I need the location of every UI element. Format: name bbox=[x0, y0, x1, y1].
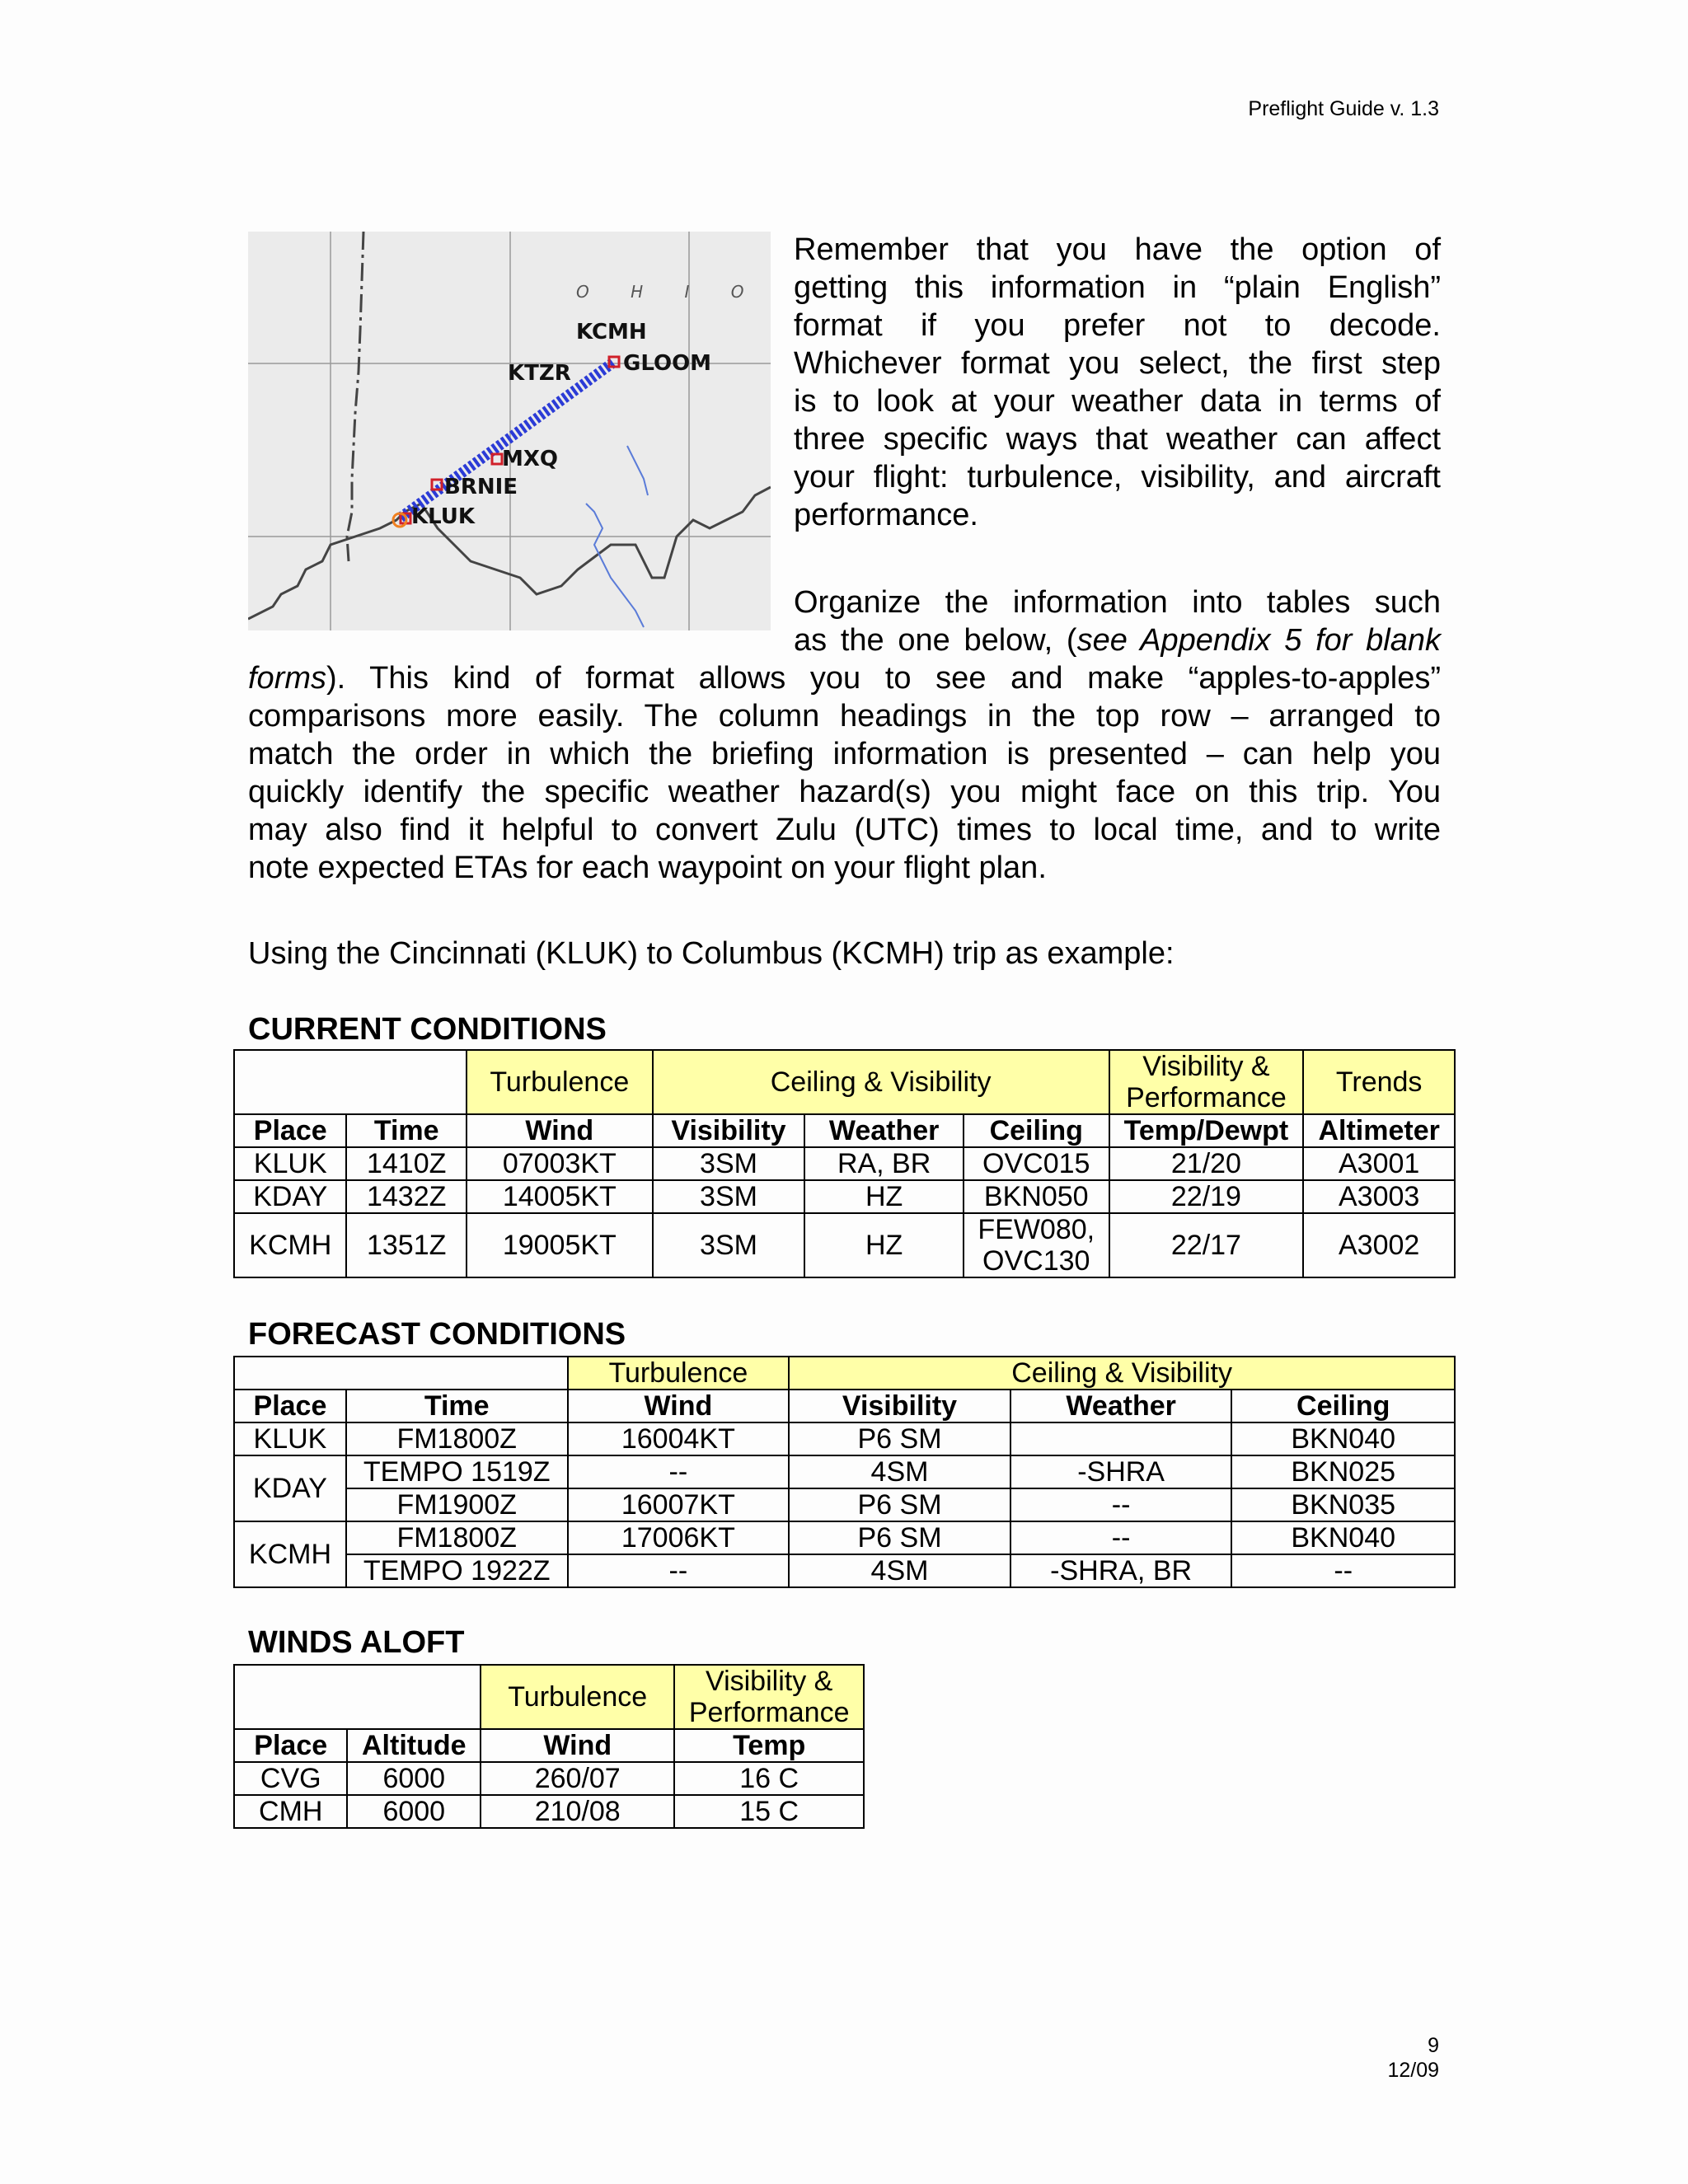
table-cell: 16 C bbox=[674, 1762, 864, 1795]
table-cell: FM1800Z bbox=[346, 1521, 568, 1554]
section-title-winds: WINDS ALOFT bbox=[248, 1625, 465, 1660]
page-header: Preflight Guide v. 1.3 bbox=[1248, 97, 1439, 120]
column-header: Visibility bbox=[653, 1114, 805, 1147]
table-cell: BKN040 bbox=[1231, 1521, 1455, 1554]
table-cell: 15 C bbox=[674, 1795, 864, 1828]
column-header: Ceiling bbox=[964, 1114, 1109, 1147]
example-intro: Using the Cincinnati (KLUK) to Columbus (KCMH) trip as example: bbox=[248, 936, 1175, 971]
paragraph-organize-top bbox=[794, 583, 1441, 659]
column-header: Ceiling bbox=[1231, 1390, 1455, 1422]
table-cell: FM1800Z bbox=[346, 1422, 568, 1455]
table-cell: A3003 bbox=[1303, 1180, 1455, 1213]
route-map bbox=[248, 232, 771, 630]
table-cell: BKN050 bbox=[964, 1180, 1109, 1213]
column-header: Time bbox=[346, 1390, 568, 1422]
text-line: Whichever format you select, the first step bbox=[794, 346, 1441, 381]
table-row bbox=[234, 1554, 1455, 1587]
page-date: 12/09 bbox=[1387, 2059, 1439, 2082]
text-line: three specific ways that weather can affect bbox=[794, 422, 1441, 457]
column-header: Place bbox=[234, 1729, 347, 1762]
table-row bbox=[234, 1213, 1455, 1277]
table-cell: 19005KT bbox=[467, 1213, 653, 1277]
group-ceiling-visibility: Ceiling & Visibility bbox=[653, 1050, 1109, 1114]
text-line: your flight: turbulence, visibility, and aircraft bbox=[794, 460, 1441, 494]
text-line: may also find it helpful to convert Zulu (UTC) times to local time, and to write bbox=[248, 813, 1441, 847]
text-line: forms). This kind of format allows you to see and make “apples-to-apples” bbox=[248, 661, 1441, 696]
text-line: format if you prefer not to decode. bbox=[794, 308, 1441, 343]
column-header: Temp/Dewpt bbox=[1109, 1114, 1304, 1147]
text-line: Remember that you have the option of bbox=[794, 232, 1441, 267]
map-label-brnie: BRNIE bbox=[444, 475, 518, 499]
table-row bbox=[234, 1521, 1455, 1554]
table-row bbox=[234, 1762, 864, 1795]
table-cell bbox=[1010, 1422, 1232, 1455]
table-cell: P6 SM bbox=[789, 1521, 1010, 1554]
table-cell: P6 SM bbox=[789, 1488, 1010, 1521]
table-cell: 21/20 bbox=[1109, 1147, 1304, 1180]
group-visibility-performance: Visibility & Performance bbox=[1109, 1050, 1304, 1114]
table-cell: HZ bbox=[804, 1180, 964, 1213]
map-label-kcmh: KCMH bbox=[576, 320, 647, 344]
column-header: Wind bbox=[481, 1729, 674, 1762]
table-cell: TEMPO 1922Z bbox=[346, 1554, 568, 1587]
column-header: Wind bbox=[568, 1390, 790, 1422]
table-cell: 260/07 bbox=[481, 1762, 674, 1795]
table-cell: -- bbox=[1231, 1554, 1455, 1587]
column-header: Weather bbox=[804, 1114, 964, 1147]
text-line: getting this information in “plain English” bbox=[794, 270, 1441, 305]
table-row bbox=[234, 1488, 1455, 1521]
text-line: quickly identify the specific weather hazard(s) you might face on this trip. You bbox=[248, 775, 1441, 809]
table-cell: BKN040 bbox=[1231, 1422, 1455, 1455]
table-cell: -SHRA bbox=[1010, 1455, 1232, 1488]
map-label-gloom: GLOOM bbox=[623, 351, 712, 376]
table-cell: 17006KT bbox=[568, 1521, 790, 1554]
table-cell: CMH bbox=[234, 1795, 347, 1828]
table-row bbox=[234, 1455, 1455, 1488]
group-turbulence: Turbulence bbox=[568, 1357, 790, 1390]
group-ceiling-visibility: Ceiling & Visibility bbox=[789, 1357, 1455, 1390]
table-cell: KCMH bbox=[234, 1213, 346, 1277]
table-cell: 16007KT bbox=[568, 1488, 790, 1521]
group-trends: Trends bbox=[1303, 1050, 1455, 1114]
map-label-ktzr: KTZR bbox=[508, 361, 571, 386]
table-cell: -- bbox=[1010, 1488, 1232, 1521]
map-label-kluk: KLUK bbox=[411, 504, 476, 529]
table-cell: 14005KT bbox=[467, 1180, 653, 1213]
group-turbulence: Turbulence bbox=[467, 1050, 653, 1114]
table-cell: 1432Z bbox=[346, 1180, 466, 1213]
section-title-current: CURRENT CONDITIONS bbox=[248, 1012, 607, 1047]
table-cell: -- bbox=[1010, 1521, 1232, 1554]
table-row bbox=[234, 1147, 1455, 1180]
forecast-conditions-table bbox=[233, 1356, 1456, 1588]
table-cell: KLUK bbox=[234, 1422, 346, 1455]
table-cell: TEMPO 1519Z bbox=[346, 1455, 568, 1488]
table-cell: A3002 bbox=[1303, 1213, 1455, 1277]
text-line: comparisons more easily. The column headings in the top row – arranged to bbox=[248, 699, 1441, 733]
table-cell: 210/08 bbox=[481, 1795, 674, 1828]
table-cell: 3SM bbox=[653, 1213, 805, 1277]
page-number: 9 bbox=[1428, 2034, 1439, 2057]
group-turbulence: Turbulence bbox=[481, 1665, 674, 1729]
paragraph-organize bbox=[248, 659, 1441, 887]
table-cell: 22/17 bbox=[1109, 1213, 1304, 1277]
table-cell: RA, BR bbox=[804, 1147, 964, 1180]
column-header: Time bbox=[346, 1114, 466, 1147]
column-header: Temp bbox=[674, 1729, 864, 1762]
text-line: is to look at your weather data in terms of bbox=[794, 384, 1441, 419]
table-cell: -- bbox=[568, 1455, 790, 1488]
table-row bbox=[234, 1422, 1455, 1455]
table-cell: KCMH bbox=[234, 1521, 346, 1587]
column-header: Weather bbox=[1010, 1390, 1232, 1422]
column-header: Place bbox=[234, 1114, 346, 1147]
table-row bbox=[234, 1180, 1455, 1213]
paragraph-intro bbox=[794, 231, 1441, 534]
table-cell: -SHRA, BR bbox=[1010, 1554, 1232, 1587]
table-cell: KDAY bbox=[234, 1180, 346, 1213]
table-cell: 1410Z bbox=[346, 1147, 466, 1180]
table-cell: CVG bbox=[234, 1762, 347, 1795]
table-cell: FEW080, OVC130 bbox=[964, 1213, 1109, 1277]
table-cell: 3SM bbox=[653, 1147, 805, 1180]
table-cell: BKN035 bbox=[1231, 1488, 1455, 1521]
table-cell: FM1900Z bbox=[346, 1488, 568, 1521]
table-cell: 07003KT bbox=[467, 1147, 653, 1180]
text-line: Organize the information into tables such bbox=[794, 585, 1441, 620]
table-cell: A3001 bbox=[1303, 1147, 1455, 1180]
column-header: Wind bbox=[467, 1114, 653, 1147]
current-conditions-table bbox=[233, 1049, 1456, 1278]
group-visibility-performance: Visibility & Performance bbox=[674, 1665, 864, 1729]
winds-aloft-table bbox=[233, 1664, 865, 1829]
column-header: Altimeter bbox=[1303, 1114, 1455, 1147]
column-header: Place bbox=[234, 1390, 346, 1422]
table-cell: -- bbox=[568, 1554, 790, 1587]
table-cell: 4SM bbox=[789, 1455, 1010, 1488]
text-line: note expected ETAs for each waypoint on your flight plan. bbox=[248, 851, 1047, 885]
table-cell: KLUK bbox=[234, 1147, 346, 1180]
table-cell: 6000 bbox=[347, 1795, 481, 1828]
table-cell: 3SM bbox=[653, 1180, 805, 1213]
text-line: match the order in which the briefing information is presented – can help you bbox=[248, 737, 1441, 771]
table-cell: HZ bbox=[804, 1213, 964, 1277]
table-cell: OVC015 bbox=[964, 1147, 1109, 1180]
table-cell: 16004KT bbox=[568, 1422, 790, 1455]
map-label-ohio: O H I O bbox=[576, 282, 762, 302]
appendix-reference: see Appendix 5 for blank bbox=[1076, 623, 1441, 658]
map-label-mxq: MXQ bbox=[502, 447, 559, 471]
table-cell: 6000 bbox=[347, 1762, 481, 1795]
table-cell: BKN025 bbox=[1231, 1455, 1455, 1488]
section-title-forecast: FORECAST CONDITIONS bbox=[248, 1317, 626, 1352]
table-cell: P6 SM bbox=[789, 1422, 1010, 1455]
column-header: Visibility bbox=[789, 1390, 1010, 1422]
table-cell: 1351Z bbox=[346, 1213, 466, 1277]
table-cell: 22/19 bbox=[1109, 1180, 1304, 1213]
text-line: as the one below, (see Appendix 5 for blank bbox=[794, 623, 1441, 658]
table-row bbox=[234, 1795, 864, 1828]
text-line: performance. bbox=[794, 498, 978, 532]
column-header: Altitude bbox=[347, 1729, 481, 1762]
table-cell: KDAY bbox=[234, 1455, 346, 1521]
table-cell: 4SM bbox=[789, 1554, 1010, 1587]
